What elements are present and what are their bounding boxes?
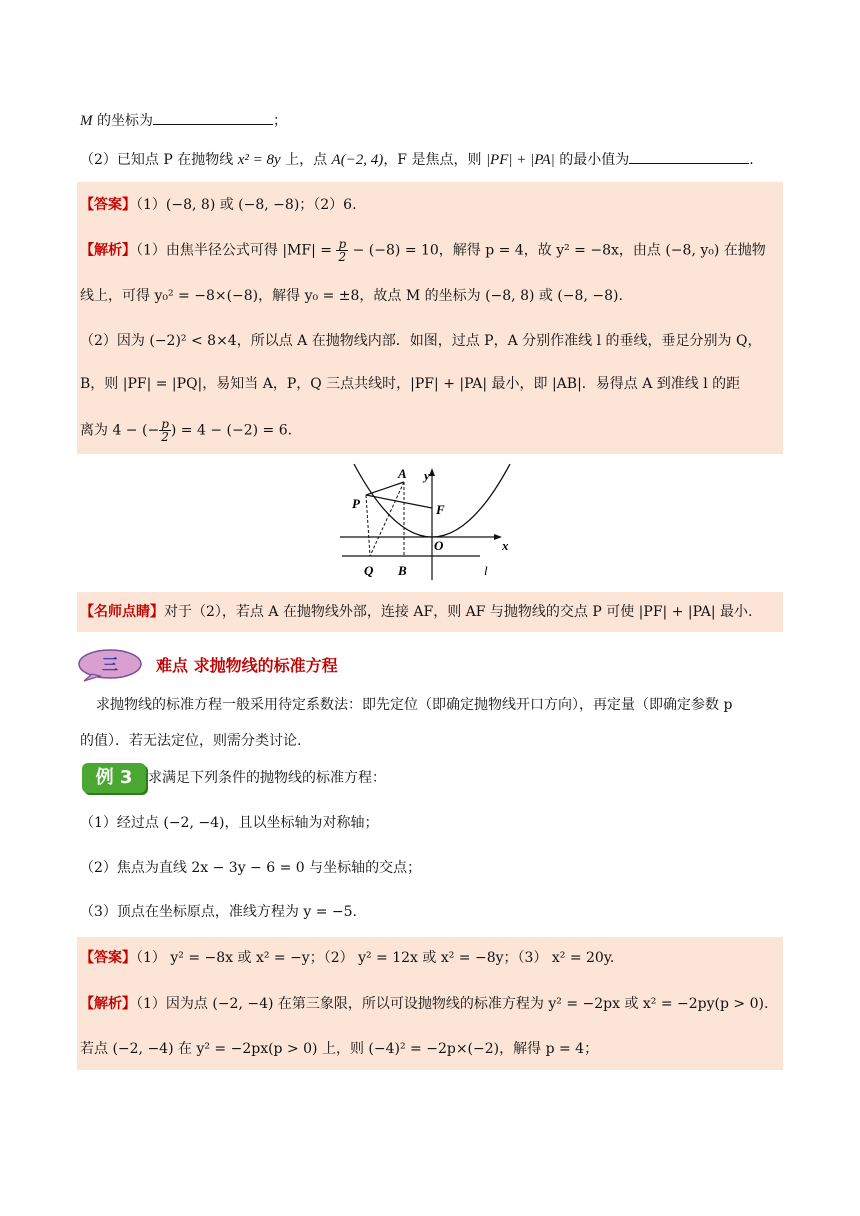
fraction-p-over-2: $\frac{p}{2}$ — [338, 237, 347, 264]
svg-text:P: P — [352, 496, 360, 511]
answer-box-1 — [77, 182, 783, 454]
analysis-3-line1: 【解析】（1）因为点 (−2, −4) 在第三象限，所以可设抛物线的标准方程为 y² = −2px 或 x² = −2py(p > 0). — [80, 996, 769, 1012]
svg-text:F: F — [436, 502, 445, 517]
section-title: 难点 求抛物线的标准方程 — [156, 656, 338, 675]
svg-text:三: 三 — [101, 655, 119, 674]
x-axis-arrow — [494, 534, 502, 540]
svg-text:A: A — [398, 466, 407, 481]
fraction-p-over-2: $\frac{p}{2}$ — [161, 417, 169, 444]
answer-blank — [629, 149, 749, 164]
analysis-2-line2: B，则 |PF| = |PQ|，易知当 A，P，Q 三点共线时，|PF| + |PA| 最小，即 |AB|．易得点 A 到准线 l 的距 — [80, 376, 741, 392]
analysis-1-line1: 【解析】（1）由焦半径公式可得 |MF| = $\frac{p}{2}$ − (−8) = 10，解得 p = 4，故 y² = −8x，由点 (−8, y₀) 在抛物 — [80, 237, 766, 264]
svg-text:x: x — [502, 538, 509, 553]
example-condition-2: （2）焦点为直线 2x − 3y − 6 = 0 与坐标轴的交点； — [80, 860, 422, 876]
intro-line1: 求抛物线的标准方程一般采用待定系数法：即先定位（即确定抛物线开口方向），再定量（即确定参数 p — [96, 697, 733, 713]
example-condition-3: （3）顶点在坐标原点，准线方程为 y = −5. — [80, 904, 357, 920]
analysis-1-line2: 线上，可得 y₀² = −8×(−8)，解得 y₀ = ±8，故点 M 的坐标为 (−8, 8) 或 (−8, −8). — [80, 288, 623, 304]
segment-PQ — [366, 495, 370, 556]
y-axis-arrow — [429, 468, 435, 476]
teacher-tip: 【名师点睛】对于（2），若点 A 在抛物线外部，连接 AF，则 AF 与抛物线的交点 P 可使 |PF| + |PA| 最小. — [80, 604, 753, 620]
segment-PA — [366, 482, 404, 495]
svg-text:y: y — [424, 468, 430, 483]
example-condition-1: （1）经过点 (−2, −4)，且以坐标轴为对称轴； — [80, 815, 379, 831]
analysis-2-line1: （2）因为 (−2)² < 8×4，所以点 A 在抛物线内部．如图，过点 P，A 分别作准线 l 的垂线，垂足分别为 Q， — [80, 333, 762, 349]
svg-text:B: B — [398, 563, 407, 578]
svg-text:Q: Q — [364, 563, 374, 578]
answer-blank — [153, 110, 273, 125]
question2: （2）已知点 P 在抛物线 x² = 8y 上，点 A(−2, 4)，F 是焦点，则 |PF| + |PA| 的最小值为 . — [80, 149, 754, 170]
analysis-2-line3: 离为 4 − (− $\frac{p}{2}$ ) = 4 − (−2) = 6. — [80, 417, 293, 444]
analysis-3-line2: 若点 (−2, −4) 在 y² = −2px(p > 0) 上，则 (−4)² = −2p×(−2)，解得 p = 4； — [80, 1041, 599, 1057]
parabola-figure — [340, 462, 520, 582]
example-stem: 求满足下列条件的抛物线的标准方程： — [148, 770, 386, 786]
svg-text:l: l — [484, 563, 488, 578]
intro-line2: 的值）．若无法定位，则需分类讨论. — [80, 733, 302, 749]
answer-1: 【答案】（1）(−8, 8) 或 (−8, −8)；（2）6. — [80, 197, 357, 213]
question1-tail: M 的坐标为 ； — [80, 110, 287, 131]
segment-AQ — [370, 482, 404, 556]
speech-bubble-icon — [74, 648, 144, 682]
segment-PF — [366, 495, 432, 508]
answer-3: 【答案】（1） y² = −8x 或 x² = −y；（2） y² = 12x 或 x² = −8y；（3） x² = 20y. — [80, 950, 615, 966]
example-badge: 例 3 — [82, 763, 146, 793]
svg-text:O: O — [434, 538, 444, 553]
